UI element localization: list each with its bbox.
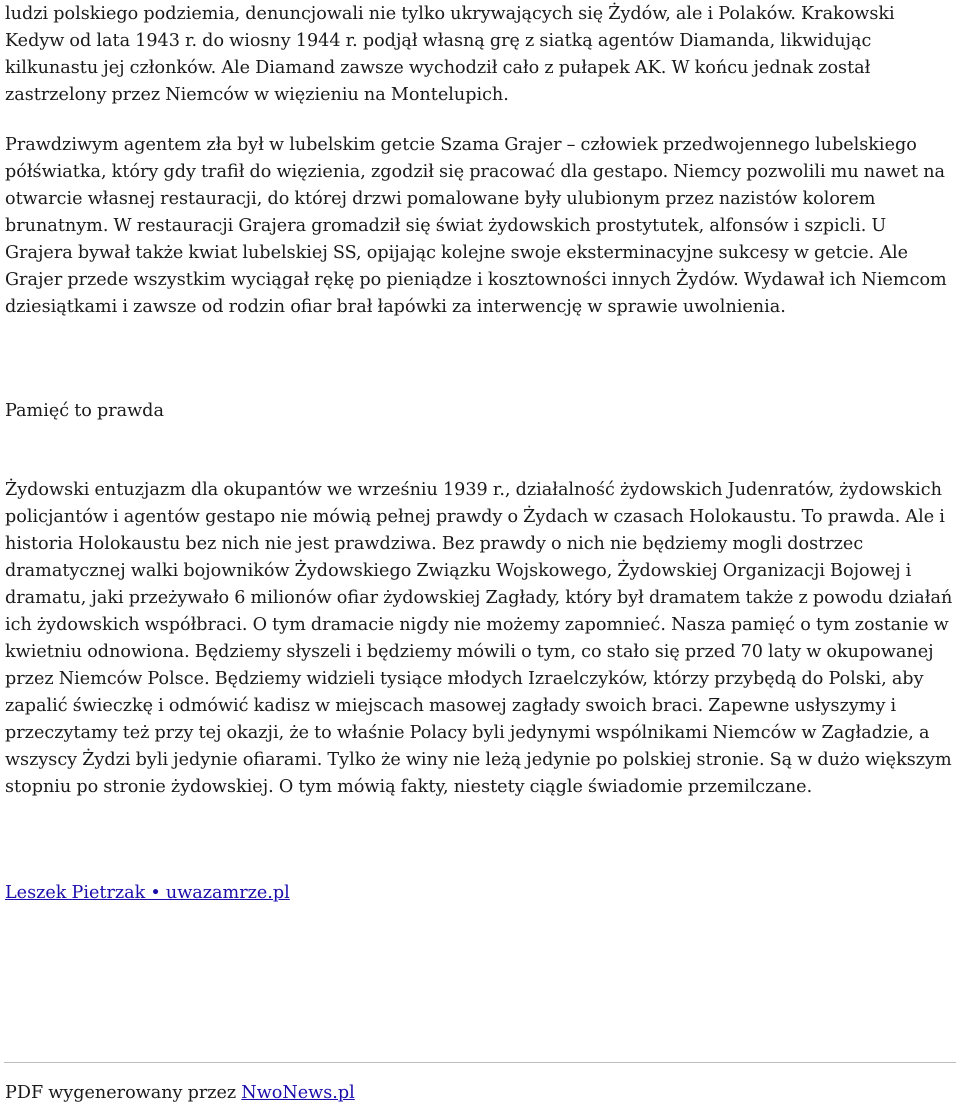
footer-site-link[interactable]: NwoNews.pl: [241, 1083, 355, 1103]
section-heading: Pamięć to prawda: [5, 401, 164, 421]
paragraph: Prawdziwym agentem zła był w lubelskim getcie Szama Grajer – człowiek przedwojennego lubelskiego półświatka, który gdy trafił do więzienia, zgodził się pracować dla gestapo. Niemcy pozwolili mu nawet na otwarcie własnej restauracji, do której drzwi pomalowane były ulubionym przez nazistów kolorem brunatnym. W restauracji Grajera gromadził się świat żydowskich prostytutek, alfonsów i szpicli. U Grajera bywał także kwiat lubelskiej SS, opijając kolejne swoje eksterminacyjne sukcesy w getcie. Ale Grajer przede wszystkim wyciągał rękę po pieniądze i kosztowności innych Żydów. Wydawał ich Niemcom dziesiątkami i zawsze od rodzin ofiar brał łapówki za interwencję w sprawie uwolnienia.: [5, 135, 947, 317]
author-source-link[interactable]: Leszek Pietrzak • uwazamrze.pl: [5, 883, 290, 903]
footer: [5, 1080, 355, 1107]
footer-divider: [4, 1062, 956, 1063]
footer-prefix: PDF wygenerowany przez: [5, 1083, 242, 1103]
paragraph: ludzi polskiego podziemia, denuncjowali nie tylko ukrywających się Żydów, ale i Polaków. Krakowski Kedyw od lata 1943 r. do wiosny 1944 r. podjął własną grę z siatką agentów Diamanda, likwidując kilkunastu jej członków. Ale Diamand zawsze wychodził cało z pułapek AK. W końcu jednak został zastrzelony przez Niemców w więzieniu na Montelupich.: [5, 4, 895, 105]
paragraph: Żydowski entuzjazm dla okupantów we wrześniu 1939 r., działalność żydowskich Judenratów, żydowskich policjantów i agentów gestapo nie mówią pełnej prawdy o Żydach w czasach Holokaustu. To prawda. Ale i historia Holokaustu bez nich nie jest prawdziwa. Bez prawdy o nich nie będziemy mogli dostrzec dramatycznej walki bojowników Żydowskiego Związku Wojskowego, Żydowskiej Organizacji Bojowej i dramatu, jaki przeżywało 6 milionów ofiar żydowskiej Zagłady, który był dramatem także z powodu działań ich żydowskich współbraci. O tym dramacie nigdy nie możemy zapomnieć. Nasza pamięć o tym zostanie w kwietniu odnowiona. Będziemy słyszeli i będziemy mówili o tym, co stało się przed 70 laty w okupowanej przez Niemców Polsce. Będziemy widzieli tysiące młodych Izraelczyków, którzy przybędą do Polski, aby zapalić świeczkę i odmówić kadisz w miejscach masowej zagłady swoich braci. Zapewne usłyszymy i przeczytamy też przy tej okazji, że to właśnie Polacy byli jedynymi wspólnikami Niemców w Zagładzie, a wszyscy Żydzi byli jedynie ofiarami. Tylko że winy nie leżą jedynie po polskiej stronie. Są w dużo większym stopniu po stronie żydowskiej. O tym mówią fakty, niestety ciągle świadomie przemilczane.: [5, 480, 953, 797]
